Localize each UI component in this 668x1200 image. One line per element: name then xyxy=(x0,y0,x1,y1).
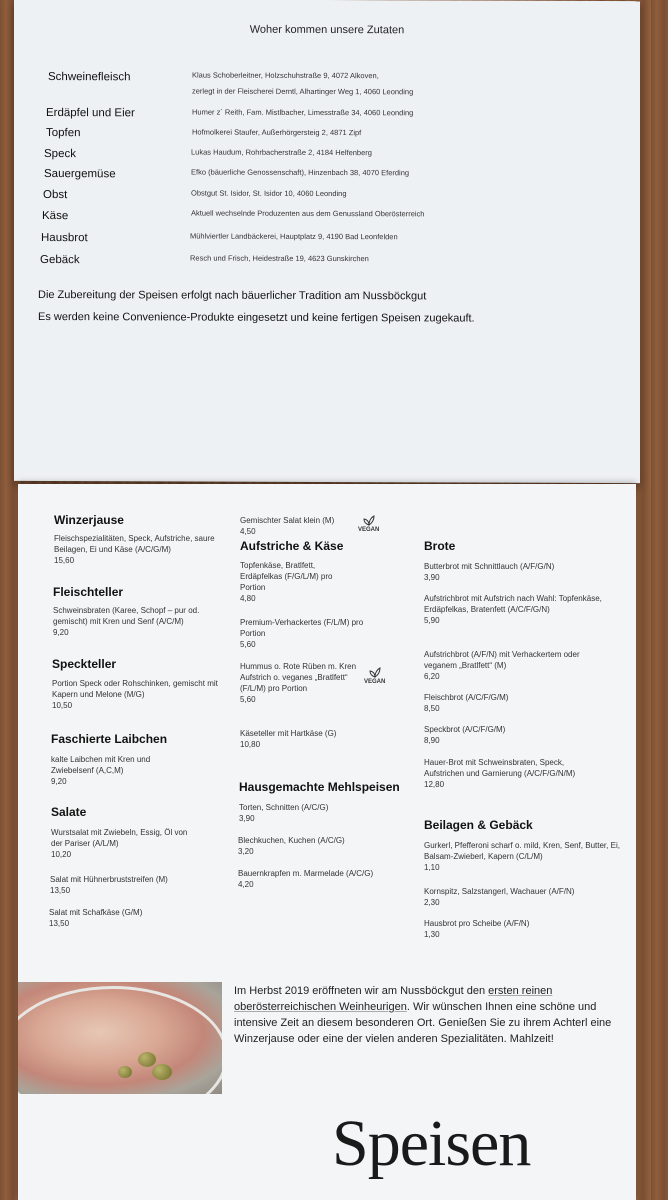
supplier-desc: Obstgut St. Isidor, St. Isidor 10, 4060 Leonding xyxy=(191,188,347,199)
section-title: Brote xyxy=(424,539,456,553)
about-highlight: ersten reinen oberösterreichischen Weinheurigen xyxy=(234,985,553,1013)
item-desc: Butterbrot mit Schnittlauch (A/F/G/N) xyxy=(424,562,555,571)
item-desc: Topfenkäse, Bratlfett, Erdäpfelkas (F/G/L/M) pro Portion xyxy=(240,561,333,592)
item-price: 15,60 xyxy=(54,556,75,565)
menu-item xyxy=(240,661,368,705)
menu-item xyxy=(238,835,398,857)
item-desc: Blechkuchen, Kuchen (A/C/G) xyxy=(238,836,345,845)
item-price: 1,30 xyxy=(424,930,440,939)
item-desc: Bauernkrapfen m. Marmelade (A/C/G) xyxy=(238,869,374,878)
item-desc: Salat mit Hühnerbruststreifen (M) xyxy=(50,875,168,884)
item-desc: Fleischspezialitäten, Speck, Aufstriche, saure Beilagen, Ei und Käse (A/C/G/M) xyxy=(54,534,215,554)
item-desc: Gurkerl, Pfefferoni scharf o. mild, Kren, Senf, Butter, Ei, Balsam-Zwieberl, Kapern (C/L/M) xyxy=(424,841,620,861)
menu-item xyxy=(240,515,370,537)
item-price: 3,90 xyxy=(239,814,255,823)
supplier-name: Gebäck xyxy=(40,253,80,267)
menu-item xyxy=(51,754,161,787)
item-desc: Torten, Schnitten (A/C/G) xyxy=(239,803,329,812)
menu-item xyxy=(424,757,584,790)
vegan-icon: VEGAN xyxy=(358,514,380,538)
menu-item xyxy=(54,533,224,566)
menu-item xyxy=(424,692,614,714)
menu-item xyxy=(424,561,614,583)
section-title: Salate xyxy=(51,805,87,819)
supplier-name: Topfen xyxy=(46,127,81,140)
item-desc: Gemischter Salat klein (M) xyxy=(240,516,335,525)
item-desc: Aufstrichbrot (A/F/N) mit Verhackertem oder veganem „Bratlfett“ (M) xyxy=(424,650,580,670)
item-desc: Aufstrichbrot mit Aufstrich nach Wahl: Topfenkäse, Erdäpfelkas, Bratenfett (A/C/F/G/N) xyxy=(424,594,602,614)
olive-shape xyxy=(152,1064,172,1080)
item-price: 9,20 xyxy=(51,777,67,786)
supplier-name: Erdäpfel und Eier xyxy=(46,107,135,120)
item-price: 6,20 xyxy=(424,672,440,681)
supplier-desc: Klaus Schoberleitner, Holzschuhstraße 9, 4072 Alkoven, xyxy=(192,70,379,81)
item-price: 5,60 xyxy=(240,695,256,704)
section-title: Faschierte Laibchen xyxy=(51,732,168,746)
supplier-desc: Efko (bäuerliche Genossenschaft), Hinzenbach 38, 4070 Eferding xyxy=(191,167,410,178)
supplier-desc: Humer z´ Reith, Fam. Mistlbacher, Limesstraße 34, 4060 Leonding xyxy=(192,107,414,118)
menu-item xyxy=(240,728,390,750)
item-desc: Kornspitz, Salzstangerl, Wachauer (A/F/N) xyxy=(424,887,575,896)
convenience-note: Es werden keine Convenience-Produkte eingesetzt und keine fertigen Speisen zugekauft. xyxy=(38,310,475,325)
item-price: 13,50 xyxy=(49,919,70,928)
item-price: 3,90 xyxy=(424,573,440,582)
section-title: Hausgemachte Mehlspeisen xyxy=(239,780,400,794)
food-photo xyxy=(18,982,222,1094)
item-price: 3,20 xyxy=(238,847,254,856)
item-price: 10,50 xyxy=(52,701,73,710)
menu-page xyxy=(18,484,636,1200)
menu-item xyxy=(52,678,224,711)
section-title: Aufstriche & Käse xyxy=(240,539,344,553)
menu-item xyxy=(424,593,620,626)
item-price: 1,10 xyxy=(424,863,440,872)
supplier-desc: Lukas Haudum, Rohrbacherstraße 2, 4184 Helfenberg xyxy=(191,147,372,158)
supplier-desc: Mühlviertler Landbäckerei, Hauptplatz 9, 4190 Bad Leonfelden xyxy=(190,231,398,242)
about-pre: Im Herbst 2019 eröffneten wir am Nussböckgut den xyxy=(234,985,489,997)
plate-shape xyxy=(18,986,222,1094)
menu-item xyxy=(238,868,408,890)
item-desc: Fleischbrot (A/C/F/G/M) xyxy=(424,693,509,702)
item-price: 10,20 xyxy=(51,850,72,859)
item-price: 10,80 xyxy=(240,740,261,749)
page-title: Speisen xyxy=(332,1107,531,1180)
menu-item xyxy=(424,886,620,908)
vegan-icon: VEGAN xyxy=(364,666,386,690)
item-desc: Käseteller mit Hartkäse (G) xyxy=(240,729,337,738)
item-price: 12,80 xyxy=(424,780,445,789)
item-price: 9,20 xyxy=(53,628,69,637)
suppliers-title: Woher kommen unsere Zutaten xyxy=(249,23,405,37)
item-price: 5,90 xyxy=(424,616,440,625)
menu-item xyxy=(239,802,399,824)
menu-item xyxy=(424,649,614,682)
item-desc: Hummus o. Rote Rüben m. Kren Aufstrich o. veganes „Bratlfett“ (F/L/M) pro Portion xyxy=(240,662,357,693)
olive-shape xyxy=(138,1052,156,1067)
menu-item xyxy=(53,605,223,638)
item-desc: Hausbrot pro Scheibe (A/F/N) xyxy=(424,919,530,928)
supplier-desc: zerlegt in der Fleischerei Derntl, Alhartinger Weg 1, 4060 Leonding xyxy=(192,86,414,97)
item-price: 4,20 xyxy=(238,880,254,889)
supplier-name: Sauergemüse xyxy=(44,168,116,181)
item-price: 8,90 xyxy=(424,736,440,745)
section-title: Winzerjause xyxy=(54,513,124,527)
item-desc: Portion Speck oder Rohschinken, gemischt mit Kapern und Melone (M/G) xyxy=(52,679,218,699)
item-desc: Schweinsbraten (Karee, Schopf – pur od. gemischt) mit Kren und Senf (A/C/M) xyxy=(53,606,200,626)
menu-item xyxy=(424,724,614,746)
suppliers-page xyxy=(14,0,640,483)
item-desc: Speckbrot (A/C/F/G/M) xyxy=(424,725,506,734)
item-desc: kalte Laibchen mit Kren und Zwiebelsenf (A,C,M) xyxy=(51,755,151,775)
menu-item xyxy=(240,560,350,604)
item-price: 8,50 xyxy=(424,704,440,713)
olive-shape xyxy=(118,1066,132,1078)
item-desc: Hauer-Brot mit Schweinsbraten, Speck, Aufstrichen und Garnierung (A/C/F/G/N/M) xyxy=(424,758,576,778)
supplier-desc: Aktuell wechselnde Produzenten aus dem Genussland Oberösterreich xyxy=(191,208,425,219)
supplier-desc: Hofmolkerei Staufer, Außerhörgersteig 2, 4871 Zipf xyxy=(192,127,362,138)
item-desc: Premium-Verhackertes (F/L/M) pro Portion xyxy=(240,618,364,638)
supplier-desc: Resch und Frisch, Heidestraße 19, 4623 Gunskirchen xyxy=(190,253,369,264)
preparation-note: Die Zubereitung der Speisen erfolgt nach bäuerlicher Tradition am Nussböckgut xyxy=(38,288,427,303)
menu-item xyxy=(240,617,380,650)
section-title: Fleischteller xyxy=(53,585,124,599)
about-post: . Wir wünschen Ihnen eine schöne und intensive Zeit an diesem besonderen Ort. Genießen Sie zu ihrem Achterl eine Winzerjause oder eine der vielen anderen Spezialitäten. Mahlzeit! xyxy=(234,1001,612,1045)
supplier-name: Speck xyxy=(44,148,76,161)
item-price: 5,60 xyxy=(240,640,256,649)
supplier-name: Hausbrot xyxy=(41,232,88,245)
item-desc: Wurstsalat mit Zwiebeln, Essig, Öl von der Pariser (A/L/M) xyxy=(51,828,188,848)
supplier-name: Obst xyxy=(43,189,68,202)
menu-item xyxy=(51,827,201,860)
item-price: 2,30 xyxy=(424,898,440,907)
section-title: Beilagen & Gebäck xyxy=(424,818,533,832)
about-text xyxy=(234,983,614,1047)
item-price: 4,80 xyxy=(240,594,256,603)
supplier-name: Schweinefleisch xyxy=(48,71,131,84)
supplier-name: Käse xyxy=(42,210,69,223)
menu-item xyxy=(49,907,219,929)
menu-item xyxy=(424,840,620,873)
menu-item xyxy=(50,874,220,896)
item-price: 13,50 xyxy=(50,886,71,895)
section-title: Speckteller xyxy=(52,657,117,671)
menu-item xyxy=(424,918,620,940)
item-price: 4,50 xyxy=(240,527,256,536)
item-desc: Salat mit Schafkäse (G/M) xyxy=(49,908,143,917)
